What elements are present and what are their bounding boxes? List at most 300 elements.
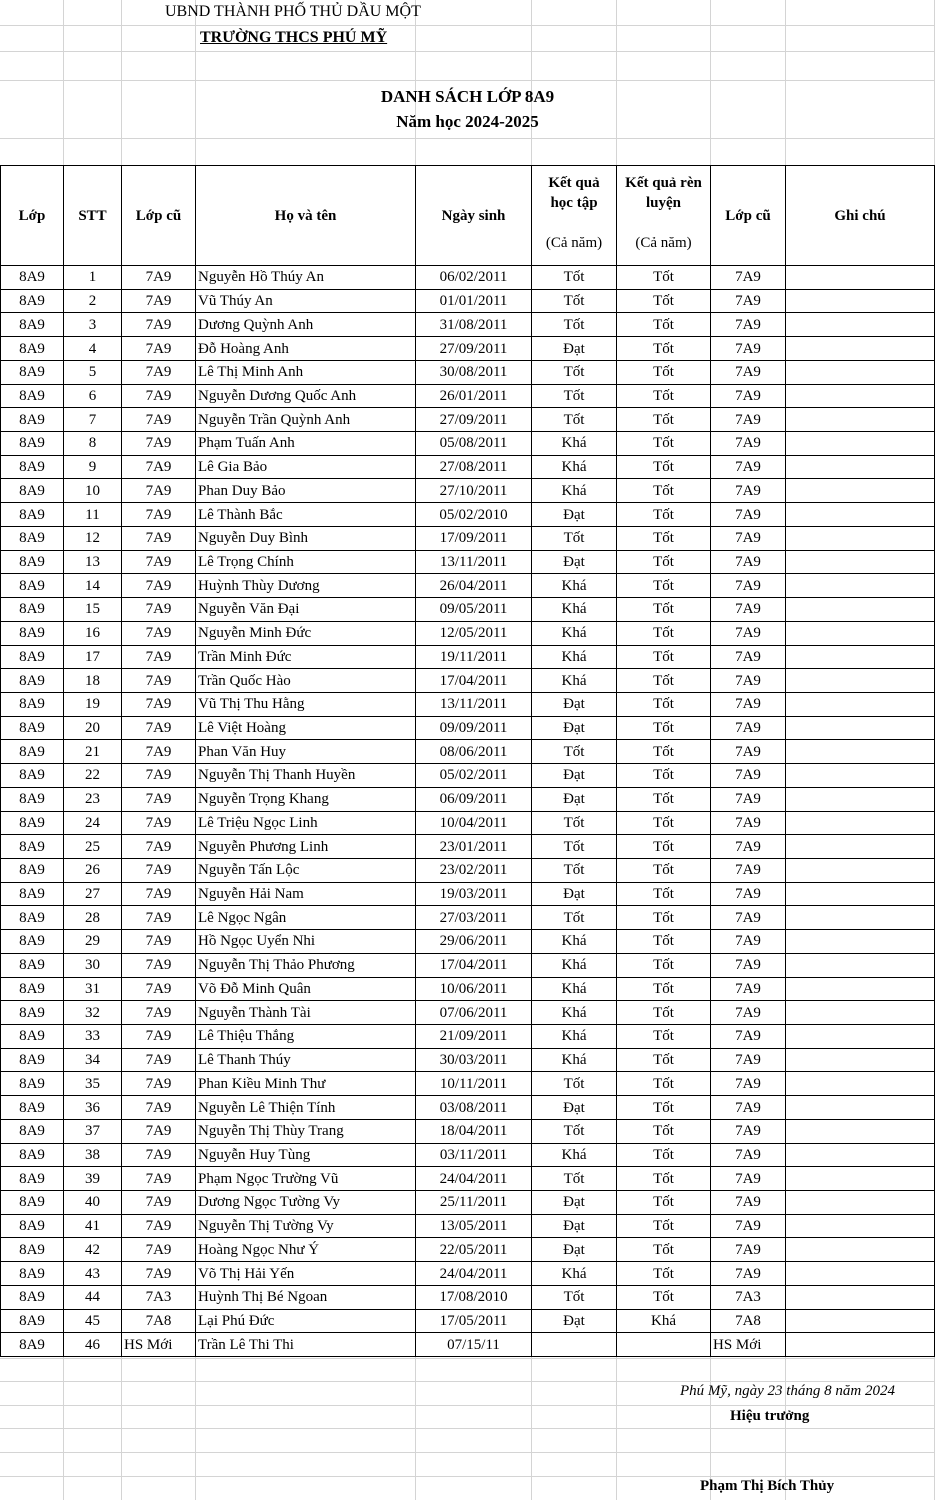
table-row [1, 977, 935, 1001]
cell-class: 8A9 [1, 1309, 64, 1333]
cell-conduct-result: Tốt [617, 1001, 711, 1025]
cell-class: 8A9 [1, 550, 64, 574]
table-row [1, 906, 935, 930]
cell-note [786, 1191, 935, 1215]
cell-old-class-2: 7A9 [711, 1072, 786, 1096]
table-row [1, 692, 935, 716]
cell-study-result: Khá [532, 1262, 617, 1286]
cell-conduct-result: Tốt [617, 1167, 711, 1191]
cell-full-name: Nguyễn Thị Tường Vy [196, 1214, 416, 1238]
cell-old-class-2: 7A9 [711, 1143, 786, 1167]
cell-study-result: Tốt [532, 858, 617, 882]
cell-study-result: Đạt [532, 1238, 617, 1262]
cell-stt: 23 [64, 787, 122, 811]
cell-old-class-2: 7A9 [711, 716, 786, 740]
cell-conduct-result: Tốt [617, 858, 711, 882]
cell-class: 8A9 [1, 1025, 64, 1049]
table-row [1, 574, 935, 598]
cell-class: 8A9 [1, 1119, 64, 1143]
table-row [1, 1262, 935, 1286]
cell-full-name: Phan Kiều Minh Thư [196, 1072, 416, 1096]
cell-conduct-result: Tốt [617, 503, 711, 527]
cell-date-of-birth: 13/11/2011 [416, 692, 532, 716]
cell-conduct-result: Tốt [617, 1214, 711, 1238]
cell-old-class-2: 7A9 [711, 337, 786, 361]
cell-date-of-birth: 29/06/2011 [416, 930, 532, 954]
cell-old-class-2: 7A8 [711, 1309, 786, 1333]
cell-conduct-result: Tốt [617, 764, 711, 788]
cell-stt: 32 [64, 1001, 122, 1025]
cell-study-result: Tốt [532, 906, 617, 930]
cell-old-class-2: 7A9 [711, 574, 786, 598]
cell-full-name: Lê Gia Bảo [196, 455, 416, 479]
cell-conduct-result: Tốt [617, 289, 711, 313]
cell-conduct-result: Tốt [617, 1025, 711, 1049]
cell-date-of-birth: 25/11/2011 [416, 1191, 532, 1215]
cell-note [786, 384, 935, 408]
cell-full-name: Nguyễn Thị Thùy Trang [196, 1119, 416, 1143]
cell-study-result: Tốt [532, 811, 617, 835]
cell-date-of-birth: 01/01/2011 [416, 289, 532, 313]
cell-class: 8A9 [1, 408, 64, 432]
cell-study-result: Khá [532, 669, 617, 693]
cell-conduct-result: Tốt [617, 1048, 711, 1072]
cell-stt: 46 [64, 1333, 122, 1357]
cell-old-class: 7A9 [122, 289, 196, 313]
cell-note [786, 787, 935, 811]
cell-old-class-2: 7A9 [711, 313, 786, 337]
cell-note [786, 550, 935, 574]
cell-class: 8A9 [1, 337, 64, 361]
cell-note [786, 953, 935, 977]
header-study-result [532, 166, 617, 221]
cell-date-of-birth: 10/04/2011 [416, 811, 532, 835]
cell-conduct-result: Tốt [617, 669, 711, 693]
cell-old-class: 7A8 [122, 1309, 196, 1333]
cell-stt: 38 [64, 1143, 122, 1167]
cell-old-class-2: 7A9 [711, 455, 786, 479]
cell-note [786, 289, 935, 313]
cell-conduct-result: Tốt [617, 977, 711, 1001]
table-row [1, 598, 935, 622]
cell-old-class: 7A9 [122, 858, 196, 882]
table-row [1, 858, 935, 882]
cell-old-class: 7A9 [122, 1167, 196, 1191]
cell-stt: 13 [64, 550, 122, 574]
cell-full-name: Nguyễn Huy Tùng [196, 1143, 416, 1167]
table-row [1, 953, 935, 977]
cell-study-result: Đạt [532, 1214, 617, 1238]
cell-study-result: Tốt [532, 1072, 617, 1096]
cell-note [786, 621, 935, 645]
table-row [1, 930, 935, 954]
cell-study-result: Đạt [532, 764, 617, 788]
cell-study-result: Tốt [532, 526, 617, 550]
cell-study-result: Khá [532, 1048, 617, 1072]
cell-study-result: Khá [532, 598, 617, 622]
table-row [1, 835, 935, 859]
cell-full-name: Vũ Thúy An [196, 289, 416, 313]
cell-old-class: 7A9 [122, 1048, 196, 1072]
cell-note [786, 740, 935, 764]
cell-old-class: 7A9 [122, 1238, 196, 1262]
cell-conduct-result: Tốt [617, 1072, 711, 1096]
cell-conduct-result: Tốt [617, 1143, 711, 1167]
cell-conduct-result: Tốt [617, 526, 711, 550]
cell-study-result: Đạt [532, 550, 617, 574]
cell-date-of-birth: 23/01/2011 [416, 835, 532, 859]
cell-conduct-result: Tốt [617, 360, 711, 384]
cell-stt: 40 [64, 1191, 122, 1215]
table-row [1, 1048, 935, 1072]
cell-old-class: 7A9 [122, 1072, 196, 1096]
cell-stt: 31 [64, 977, 122, 1001]
cell-class: 8A9 [1, 432, 64, 456]
cell-stt: 25 [64, 835, 122, 859]
cell-old-class: 7A9 [122, 1096, 196, 1120]
cell-old-class: 7A9 [122, 455, 196, 479]
cell-full-name: Phạm Ngọc Trường Vũ [196, 1167, 416, 1191]
cell-note [786, 858, 935, 882]
cell-class: 8A9 [1, 360, 64, 384]
cell-stt: 2 [64, 289, 122, 313]
cell-study-result: Khá [532, 953, 617, 977]
cell-study-result: Khá [532, 1143, 617, 1167]
cell-note [786, 669, 935, 693]
cell-conduct-result: Tốt [617, 621, 711, 645]
cell-date-of-birth: 27/09/2011 [416, 408, 532, 432]
header-old-class: Lớp cũ [122, 166, 196, 266]
cell-conduct-result: Tốt [617, 408, 711, 432]
cell-full-name: Nguyễn Dương Quốc Anh [196, 384, 416, 408]
cell-class: 8A9 [1, 930, 64, 954]
table-row [1, 1096, 935, 1120]
cell-conduct-result: Tốt [617, 479, 711, 503]
signer-role: Hiệu trưởng [730, 1408, 810, 1424]
table-row [1, 455, 935, 479]
cell-date-of-birth: 23/02/2011 [416, 858, 532, 882]
cell-old-class-2: 7A9 [711, 764, 786, 788]
cell-note [786, 574, 935, 598]
cell-note [786, 408, 935, 432]
cell-class: 8A9 [1, 479, 64, 503]
cell-old-class: 7A9 [122, 1025, 196, 1049]
table-row [1, 1119, 935, 1143]
cell-conduct-result: Tốt [617, 1119, 711, 1143]
table-row [1, 289, 935, 313]
cell-old-class: 7A9 [122, 1143, 196, 1167]
cell-date-of-birth: 17/09/2011 [416, 526, 532, 550]
cell-full-name: Nguyễn Duy Bình [196, 526, 416, 550]
cell-class: 8A9 [1, 1214, 64, 1238]
cell-note [786, 526, 935, 550]
cell-full-name: Đỗ Hoàng Anh [196, 337, 416, 361]
cell-class: 8A9 [1, 1048, 64, 1072]
signer-name: Phạm Thị Bích Thủy [700, 1478, 835, 1494]
cell-study-result: Khá [532, 432, 617, 456]
cell-note [786, 479, 935, 503]
cell-old-class: 7A9 [122, 408, 196, 432]
cell-date-of-birth: 08/06/2011 [416, 740, 532, 764]
cell-old-class: 7A9 [122, 384, 196, 408]
cell-old-class-2: 7A9 [711, 1167, 786, 1191]
cell-conduct-result: Tốt [617, 835, 711, 859]
cell-full-name: Nguyễn Minh Đức [196, 621, 416, 645]
cell-old-class-2: 7A9 [711, 266, 786, 290]
cell-conduct-result: Tốt [617, 716, 711, 740]
cell-full-name: Nguyễn Trần Quỳnh Anh [196, 408, 416, 432]
cell-date-of-birth: 17/04/2011 [416, 669, 532, 693]
cell-class: 8A9 [1, 645, 64, 669]
cell-study-result: Tốt [532, 384, 617, 408]
cell-class: 8A9 [1, 1072, 64, 1096]
cell-date-of-birth: 19/11/2011 [416, 645, 532, 669]
cell-stt: 44 [64, 1285, 122, 1309]
cell-old-class-2: 7A9 [711, 977, 786, 1001]
cell-old-class: HS Mới [122, 1333, 196, 1357]
cell-full-name: Hồ Ngọc Uyển Nhi [196, 930, 416, 954]
cell-study-result: Tốt [532, 360, 617, 384]
cell-date-of-birth: 19/03/2011 [416, 882, 532, 906]
cell-old-class: 7A9 [122, 574, 196, 598]
header-note: Ghi chú [786, 166, 935, 266]
cell-study-result: Tốt [532, 289, 617, 313]
cell-note [786, 1167, 935, 1191]
cell-note [786, 337, 935, 361]
cell-note [786, 1025, 935, 1049]
cell-class: 8A9 [1, 455, 64, 479]
cell-study-result: Đạt [532, 716, 617, 740]
header-study-result-line2: học tập [550, 195, 598, 212]
cell-class: 8A9 [1, 503, 64, 527]
cell-conduct-result: Tốt [617, 906, 711, 930]
table-row [1, 1191, 935, 1215]
cell-class: 8A9 [1, 289, 64, 313]
cell-study-result: Đạt [532, 337, 617, 361]
cell-full-name: Trần Quốc Hào [196, 669, 416, 693]
cell-old-class: 7A9 [122, 930, 196, 954]
cell-class: 8A9 [1, 1096, 64, 1120]
cell-class: 8A9 [1, 1262, 64, 1286]
cell-full-name: Huỳnh Thùy Dương [196, 574, 416, 598]
cell-class: 8A9 [1, 906, 64, 930]
organization-name: UBND THÀNH PHỐ THỦ DẦU MỘT [165, 3, 421, 20]
cell-study-result: Tốt [532, 1285, 617, 1309]
cell-date-of-birth: 31/08/2011 [416, 313, 532, 337]
cell-old-class-2: HS Mới [711, 1333, 786, 1357]
header-study-period: (Cả năm) [532, 221, 617, 266]
cell-date-of-birth: 06/02/2011 [416, 266, 532, 290]
cell-full-name: Phạm Tuấn Anh [196, 432, 416, 456]
cell-full-name: Nguyễn Thị Thanh Huyền [196, 764, 416, 788]
cell-stt: 3 [64, 313, 122, 337]
cell-note [786, 1143, 935, 1167]
cell-note [786, 1309, 935, 1333]
cell-old-class: 7A9 [122, 503, 196, 527]
cell-study-result [532, 1333, 617, 1357]
cell-conduct-result: Tốt [617, 787, 711, 811]
cell-class: 8A9 [1, 266, 64, 290]
cell-conduct-result: Tốt [617, 598, 711, 622]
table-row [1, 1143, 935, 1167]
cell-class: 8A9 [1, 574, 64, 598]
cell-full-name: Lê Thiệu Thắng [196, 1025, 416, 1049]
cell-date-of-birth: 10/06/2011 [416, 977, 532, 1001]
cell-full-name: Nguyễn Lê Thiện Tính [196, 1096, 416, 1120]
cell-note [786, 835, 935, 859]
cell-conduct-result: Tốt [617, 337, 711, 361]
cell-conduct-result: Tốt [617, 1285, 711, 1309]
cell-old-class-2: 7A9 [711, 1048, 786, 1072]
cell-study-result: Khá [532, 977, 617, 1001]
cell-stt: 26 [64, 858, 122, 882]
cell-full-name: Võ Đỗ Minh Quân [196, 977, 416, 1001]
cell-date-of-birth: 17/04/2011 [416, 953, 532, 977]
cell-old-class-2: 7A9 [711, 1001, 786, 1025]
cell-old-class-2: 7A9 [711, 503, 786, 527]
cell-note [786, 645, 935, 669]
cell-stt: 36 [64, 1096, 122, 1120]
cell-note [786, 360, 935, 384]
cell-stt: 9 [64, 455, 122, 479]
cell-conduct-result: Tốt [617, 384, 711, 408]
cell-class: 8A9 [1, 1333, 64, 1357]
cell-note [786, 455, 935, 479]
cell-conduct-result: Tốt [617, 432, 711, 456]
cell-date-of-birth: 27/03/2011 [416, 906, 532, 930]
cell-old-class: 7A9 [122, 740, 196, 764]
cell-note [786, 1214, 935, 1238]
cell-study-result: Đạt [532, 1309, 617, 1333]
cell-study-result: Tốt [532, 1119, 617, 1143]
cell-note [786, 503, 935, 527]
table-row [1, 1214, 935, 1238]
cell-full-name: Lê Ngọc Ngân [196, 906, 416, 930]
cell-old-class-2: 7A9 [711, 1096, 786, 1120]
table-row [1, 526, 935, 550]
cell-class: 8A9 [1, 835, 64, 859]
table-body [1, 266, 935, 1357]
cell-date-of-birth: 13/05/2011 [416, 1214, 532, 1238]
cell-date-of-birth: 18/04/2011 [416, 1119, 532, 1143]
cell-conduct-result: Tốt [617, 692, 711, 716]
cell-class: 8A9 [1, 1143, 64, 1167]
cell-old-class-2: 7A9 [711, 384, 786, 408]
table-row [1, 787, 935, 811]
cell-old-class-2: 7A9 [711, 811, 786, 835]
header-full-name: Họ và tên [196, 166, 416, 266]
cell-full-name: Nguyễn Trọng Khang [196, 787, 416, 811]
cell-old-class: 7A9 [122, 787, 196, 811]
table-row [1, 1025, 935, 1049]
header-conduct-result [617, 166, 711, 221]
cell-stt: 4 [64, 337, 122, 361]
cell-old-class-2: 7A9 [711, 360, 786, 384]
cell-date-of-birth: 26/04/2011 [416, 574, 532, 598]
cell-study-result: Khá [532, 1025, 617, 1049]
cell-study-result: Khá [532, 621, 617, 645]
cell-date-of-birth: 30/08/2011 [416, 360, 532, 384]
cell-conduct-result: Tốt [617, 550, 711, 574]
cell-conduct-result: Tốt [617, 266, 711, 290]
cell-note [786, 432, 935, 456]
cell-note [786, 1333, 935, 1357]
cell-study-result: Tốt [532, 1167, 617, 1191]
cell-conduct-result: Tốt [617, 645, 711, 669]
cell-old-class: 7A9 [122, 953, 196, 977]
cell-old-class-2: 7A9 [711, 1238, 786, 1262]
table-row [1, 645, 935, 669]
cell-full-name: Lê Thị Minh Anh [196, 360, 416, 384]
cell-stt: 30 [64, 953, 122, 977]
cell-note [786, 930, 935, 954]
cell-class: 8A9 [1, 977, 64, 1001]
table-row [1, 811, 935, 835]
place-and-date: Phú Mỹ, ngày 23 tháng 8 năm 2024 [680, 1383, 895, 1399]
cell-date-of-birth: 06/09/2011 [416, 787, 532, 811]
cell-stt: 33 [64, 1025, 122, 1049]
cell-date-of-birth: 17/08/2010 [416, 1285, 532, 1309]
cell-full-name: Dương Ngọc Tường Vy [196, 1191, 416, 1215]
cell-old-class-2: 7A9 [711, 1214, 786, 1238]
cell-full-name: Trần Lê Thi Thi [196, 1333, 416, 1357]
table-row [1, 1001, 935, 1025]
cell-class: 8A9 [1, 1001, 64, 1025]
table-row [1, 1309, 935, 1333]
cell-stt: 7 [64, 408, 122, 432]
cell-old-class-2: 7A9 [711, 692, 786, 716]
cell-old-class-2: 7A9 [711, 432, 786, 456]
cell-class: 8A9 [1, 669, 64, 693]
cell-old-class: 7A9 [122, 360, 196, 384]
cell-date-of-birth: 05/08/2011 [416, 432, 532, 456]
cell-old-class: 7A9 [122, 1001, 196, 1025]
cell-note [786, 716, 935, 740]
cell-old-class-2: 7A9 [711, 408, 786, 432]
cell-class: 8A9 [1, 1285, 64, 1309]
cell-date-of-birth: 22/05/2011 [416, 1238, 532, 1262]
cell-conduct-result: Tốt [617, 953, 711, 977]
cell-stt: 12 [64, 526, 122, 550]
cell-stt: 34 [64, 1048, 122, 1072]
cell-full-name: Võ Thị Hải Yến [196, 1262, 416, 1286]
cell-class: 8A9 [1, 858, 64, 882]
cell-old-class-2: 7A9 [711, 787, 786, 811]
cell-full-name: Lê Thanh Thúy [196, 1048, 416, 1072]
cell-date-of-birth: 13/11/2011 [416, 550, 532, 574]
cell-stt: 35 [64, 1072, 122, 1096]
cell-old-class: 7A9 [122, 432, 196, 456]
school-year: Năm học 2024-2025 [396, 112, 539, 131]
cell-date-of-birth: 24/04/2011 [416, 1167, 532, 1191]
header-conduct-result-line2: luyện [645, 195, 681, 212]
cell-class: 8A9 [1, 313, 64, 337]
cell-old-class: 7A9 [122, 1191, 196, 1215]
cell-date-of-birth: 09/09/2011 [416, 716, 532, 740]
table-row [1, 1333, 935, 1357]
cell-conduct-result: Tốt [617, 740, 711, 764]
cell-old-class: 7A9 [122, 977, 196, 1001]
cell-old-class: 7A9 [122, 266, 196, 290]
cell-study-result: Khá [532, 930, 617, 954]
cell-note [786, 764, 935, 788]
table-row [1, 740, 935, 764]
cell-class: 8A9 [1, 1167, 64, 1191]
cell-old-class: 7A9 [122, 882, 196, 906]
cell-date-of-birth: 05/02/2010 [416, 503, 532, 527]
cell-stt: 45 [64, 1309, 122, 1333]
cell-stt: 41 [64, 1214, 122, 1238]
